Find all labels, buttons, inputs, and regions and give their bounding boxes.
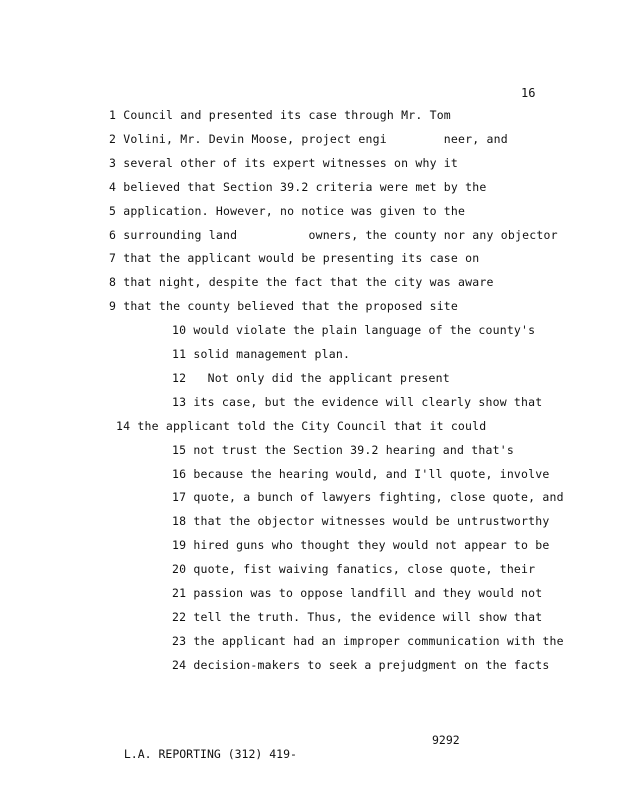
line-number: 6	[109, 227, 117, 242]
transcript-line	[109, 251, 479, 265]
line-number: 23	[172, 633, 187, 648]
transcript-line	[109, 180, 487, 194]
line-text: that the county believed that the proposed site	[123, 299, 459, 314]
line-text: Not only did the applicant present	[207, 370, 450, 385]
line-text: passion was to oppose landfill and they would not	[193, 586, 543, 600]
line-number: 5	[109, 203, 117, 218]
line-text: the applicant told the City Council that it could	[137, 418, 487, 433]
line-number: 14	[116, 418, 131, 433]
line-number: 24	[172, 657, 187, 672]
line-text: hired guns who thought they would not appear to be	[193, 538, 550, 553]
line-number: 9	[109, 299, 117, 314]
footer-phone-suffix: 9292	[432, 733, 460, 747]
line-text: that the objector witnesses would be untrustworthy	[193, 514, 550, 529]
line-text: Council and presented its case through Mr. Tom	[123, 108, 451, 122]
line-text: tell the truth. Thus, the evidence will show that	[193, 609, 543, 624]
transcript-line	[172, 658, 550, 672]
line-number: 18	[172, 514, 187, 529]
line-number: 11	[172, 347, 187, 361]
transcript-line	[109, 108, 451, 122]
line-number: 17	[172, 490, 187, 505]
line-text: its case, but the evidence will clearly show that	[193, 394, 543, 409]
line-number: 8	[109, 275, 117, 290]
transcript-line	[172, 347, 350, 361]
transcript-line	[172, 323, 535, 337]
transcript-line	[172, 538, 550, 552]
transcript-line	[109, 299, 458, 313]
line-text: quote, fist waiving fanatics, close quote, their	[193, 562, 536, 577]
transcript-line	[172, 562, 535, 576]
transcript-line	[172, 634, 564, 648]
line-text: several other of its expert witnesses on why it	[123, 155, 459, 170]
line-number: 7	[109, 251, 117, 266]
transcript-line	[109, 204, 465, 218]
line-text: because the hearing would, and I'll quote, involve	[193, 466, 550, 481]
line-text: that the applicant would be presenting its case on	[123, 251, 480, 266]
footer-reporter: L.A. REPORTING (312) 419-	[123, 747, 297, 761]
page-number: 16	[521, 86, 536, 100]
line-number: 16	[172, 466, 187, 481]
transcript-line	[109, 228, 558, 242]
transcript-line	[172, 467, 550, 481]
line-text: not trust the Section 39.2 hearing and that's	[193, 442, 514, 457]
line-text: solid management plan.	[193, 347, 351, 361]
line-text: decision-makers to seek a prejudgment on the facts	[193, 657, 550, 672]
transcript-line	[109, 156, 458, 170]
transcript-line	[172, 610, 542, 624]
line-text: quote, a bunch of lawyers fighting, close quote, and	[193, 490, 564, 505]
line-number: 22	[172, 609, 187, 624]
line-text: surrounding land owners, the county nor any objector	[123, 227, 558, 242]
line-number: 3	[109, 155, 117, 170]
line-number: 15	[172, 442, 187, 457]
line-number: 12	[172, 370, 187, 385]
transcript-line	[109, 275, 494, 289]
line-number: 10	[172, 323, 187, 338]
transcript-line	[172, 586, 542, 600]
line-text: believed that Section 39.2 criteria were met by the	[123, 179, 487, 194]
transcript-line	[109, 132, 508, 146]
transcript-line	[116, 419, 486, 433]
line-text: application. However, no notice was given to the	[123, 203, 466, 218]
line-number: 4	[109, 179, 117, 194]
line-number: 21	[172, 586, 187, 600]
line-number: 2	[109, 131, 117, 146]
transcript-line	[172, 443, 514, 457]
transcript-line	[172, 395, 542, 409]
transcript-line	[172, 514, 550, 528]
line-number: 19	[172, 538, 187, 553]
line-text: the applicant had an improper communication with the	[193, 633, 564, 648]
line-text: that night, despite the fact that the city was aware	[123, 275, 494, 290]
line-number: 13	[172, 394, 187, 409]
line-text: would violate the plain language of the county's	[193, 323, 536, 338]
footer	[110, 733, 460, 775]
line-number: 20	[172, 562, 187, 577]
transcript-line	[172, 371, 450, 385]
line-number: 1	[109, 108, 117, 122]
line-text: Volini, Mr. Devin Moose, project engi neer, and	[123, 131, 508, 146]
transcript-line	[172, 490, 564, 504]
